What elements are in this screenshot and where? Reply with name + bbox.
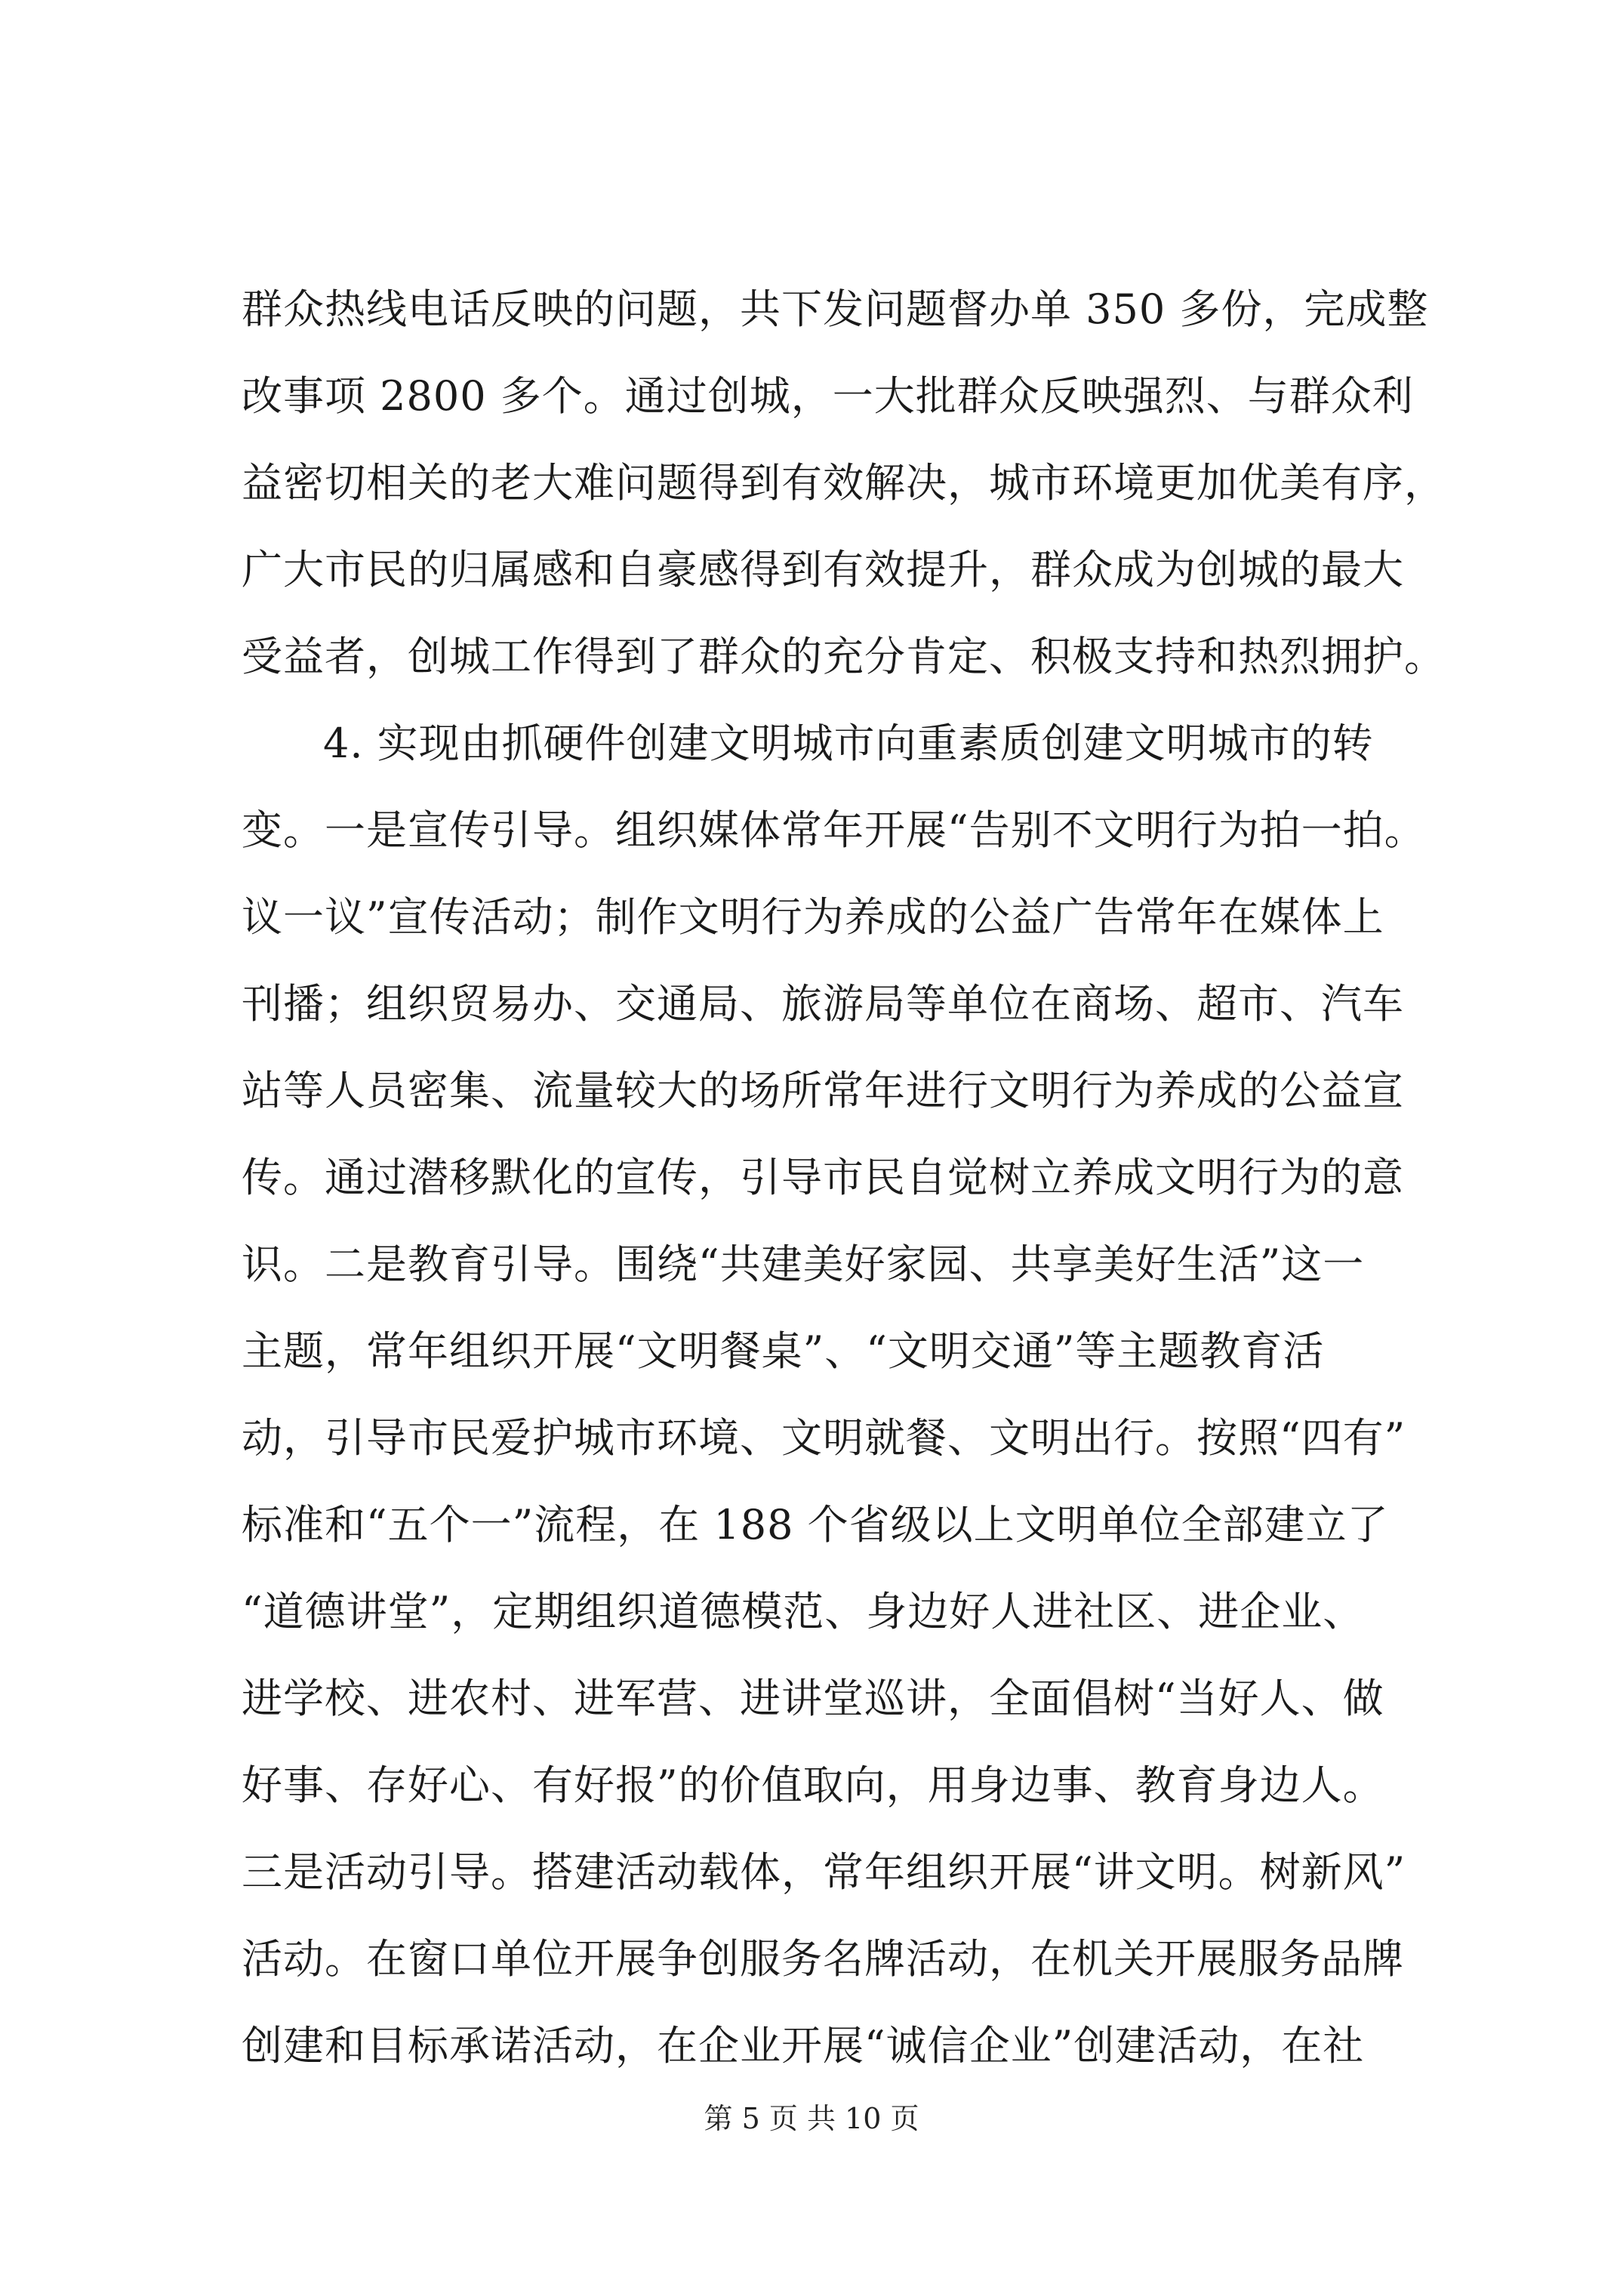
text-line-4: 广大市民的归属感和自豪感得到有效提升，群众成为创城的最大: [242, 546, 1404, 593]
text-line-13: 主题，常年组织开展“文明餐桌”、“文明交通”等主题教育活: [242, 1327, 1325, 1375]
text-line-16: “道德讲堂”，定期组织道德模范、身边好人进社区、进企业、: [242, 1588, 1365, 1635]
text-line-8: 议一议”宣传活动；制作文明行为养成的公益广告常年在媒体上: [242, 893, 1384, 941]
text-line-12: 识。二是教育引导。围绕“共建美好家园、共享美好生活”这一: [242, 1240, 1365, 1288]
body-text: [242, 266, 1480, 2089]
text-line-7: 变。一是宣传引导。组织媒体常年开展“告别不文明行为拍一拍。: [242, 806, 1426, 854]
text-line-17: 进学校、进农村、进军营、进讲堂巡讲，全面倡树“当好人、做: [242, 1675, 1384, 1722]
text-line-19: 三是活动引导。搭建活动载体，常年组织开展“讲文明。树新风”: [242, 1848, 1406, 1896]
text-line-2: 改事项 2800 多个。通过创城，一大批群众反映强烈、与群众利: [242, 372, 1414, 420]
text-line-21: 创建和目标承诺活动，在企业开展“诚信企业”创建活动，在社: [242, 2022, 1365, 2069]
text-line-11: 传。通过潜移默化的宣传，引导市民自觉树立养成文明行为的意: [242, 1154, 1404, 1201]
page-footer: 第 5 页 共 10 页: [704, 2102, 919, 2135]
text-line-15: 标准和“五个一”流程，在 188 个省级以上文明单位全部建立了: [242, 1501, 1389, 1549]
text-line-10: 站等人员密集、流量较大的场所常年进行文明行为养成的公益宣: [242, 1067, 1404, 1114]
text-line-14: 动，引导市民爱护城市环境、文明就餐、文明出行。按照“四有”: [242, 1414, 1406, 1462]
text-line-3: 益密切相关的老大难问题得到有效解决，城市环境更加优美有序，: [242, 459, 1446, 507]
text-line-6: 4. 实现由抓硬件创建文明城市向重素质创建文明城市的转: [323, 720, 1374, 767]
text-line-9: 刊播；组织贸易办、交通局、旅游局等单位在商场、超市、汽车: [242, 980, 1404, 1028]
text-line-20: 活动。在窗口单位开展争创服务名牌活动，在机关开展服务品牌: [242, 1935, 1404, 1983]
text-line-5: 受益者，创城工作得到了群众的充分肯定、积极支持和热烈拥护。: [242, 633, 1446, 680]
text-line-18: 好事、存好心、有好报”的价值取向，用身边事、教育身边人。: [242, 1761, 1384, 1809]
text-line-1: 群众热线电话反映的问题，共下发问题督办单 350 多份，完成整: [242, 285, 1429, 333]
